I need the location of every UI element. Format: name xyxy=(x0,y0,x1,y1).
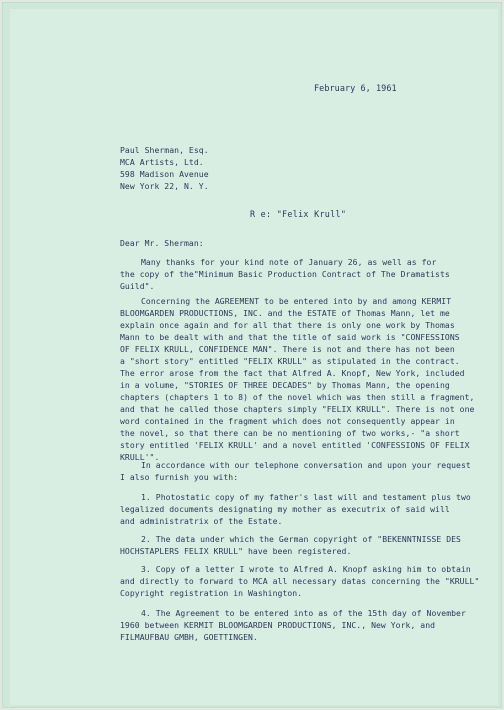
paragraph-line: 1. Photostatic copy of my father's last will and testament plus two xyxy=(141,492,471,502)
paragraph-line: and administratrix of the Estate. xyxy=(120,516,283,526)
paragraph-line: Copyright registration in Washington. xyxy=(120,588,303,598)
paragraph-line: a "short story" entitled "FELIX KRULL" as stipulated in the contract. xyxy=(120,356,460,366)
paragraph-line: The error arose from the fact that Alfred A. Knopf, New York, included xyxy=(120,368,465,378)
paragraph-line: Guild". xyxy=(120,281,155,291)
paragraph-line: OF FELIX KRULL, CONFIDENCE MAN". There is not and there has not been xyxy=(120,344,455,354)
paragraph-line: and directly to forward to MCA all necessary datas concerning the "KRULL" xyxy=(120,576,480,586)
paragraph-line: word contained in the fragment which does not consequently appear in xyxy=(120,416,455,426)
letter-date: February 6, 1961 xyxy=(314,84,397,94)
salutation: Dear Mr. Sherman: xyxy=(120,238,204,248)
paragraph-line: Concerning the AGREEMENT to be entered into by and among KERMIT xyxy=(141,296,452,306)
recipient-line: New York 22, N. Y. xyxy=(120,181,209,191)
subject-line: R e: "Felix Krull" xyxy=(250,209,347,219)
paragraph-line: 2. The data under which the German copyright of "BEKENNTNISSE DES xyxy=(141,534,461,544)
paragraph-line: legalized documents designating my mother as executrix of said will xyxy=(120,504,450,514)
paragraph-line: 1960 between KERMIT BLOOMGARDEN PRODUCTIONS, INC., New York, and xyxy=(120,620,436,630)
letter-paper xyxy=(10,9,498,705)
paragraph-line: 4. The Agreement to be entered into as of the 15th day of November xyxy=(141,608,466,618)
paragraph-line: Mann to be dealt with and that the title of said work is "CONFESSIONS xyxy=(120,332,460,342)
paragraph-line: in a volume, "STORIES OF THREE DECADES" by Thomas Mann, the opening xyxy=(120,380,450,390)
paragraph-line: and that he called those chapters simply "FELIX KRULL". There is not one xyxy=(120,404,475,414)
recipient-line: Paul Sherman, Esq. xyxy=(120,145,209,155)
paragraph-line: BLOOMGARDEN PRODUCTIONS, INC. and the ESTATE of Thomas Mann, let me xyxy=(120,308,450,318)
paragraph-line: Many thanks for your kind note of January 26, as well as for xyxy=(141,257,437,267)
recipient-line: 598 Madison Avenue xyxy=(120,169,209,179)
paragraph-line: KRULL'". xyxy=(120,452,160,462)
paragraph-line: In accordance with our telephone conversation and upon your request xyxy=(141,460,471,470)
paragraph-line: 3. Copy of a letter I wrote to Alfred A. Knopf asking him to obtain xyxy=(141,564,471,574)
paragraph-line: story entitled 'FELIX KRULL' and a novel entitled 'CONFESSIONS OF FELIX xyxy=(120,440,470,450)
paragraph-line: explain once again and for all that there is only one work by Thomas xyxy=(120,320,455,330)
paragraph-line: the copy of the"Minimum Basic Production Contract of The Dramatists xyxy=(120,269,450,279)
recipient-line: MCA Artists, Ltd. xyxy=(120,157,204,167)
paragraph-line: I also furnish you with: xyxy=(120,472,239,482)
paragraph-line: chapters (chapters 1 to 8) of the novel which was then still a fragment, xyxy=(120,392,475,402)
paragraph-line: FILMAUFBAU GMBH, GOETTINGEN. xyxy=(120,632,258,642)
paragraph-line: the novel, so that there can be no mentioning of two works,- "a short xyxy=(120,428,460,438)
paragraph-line: HOCHSTAPLERS FELIX KRULL" have been registered. xyxy=(120,546,352,556)
